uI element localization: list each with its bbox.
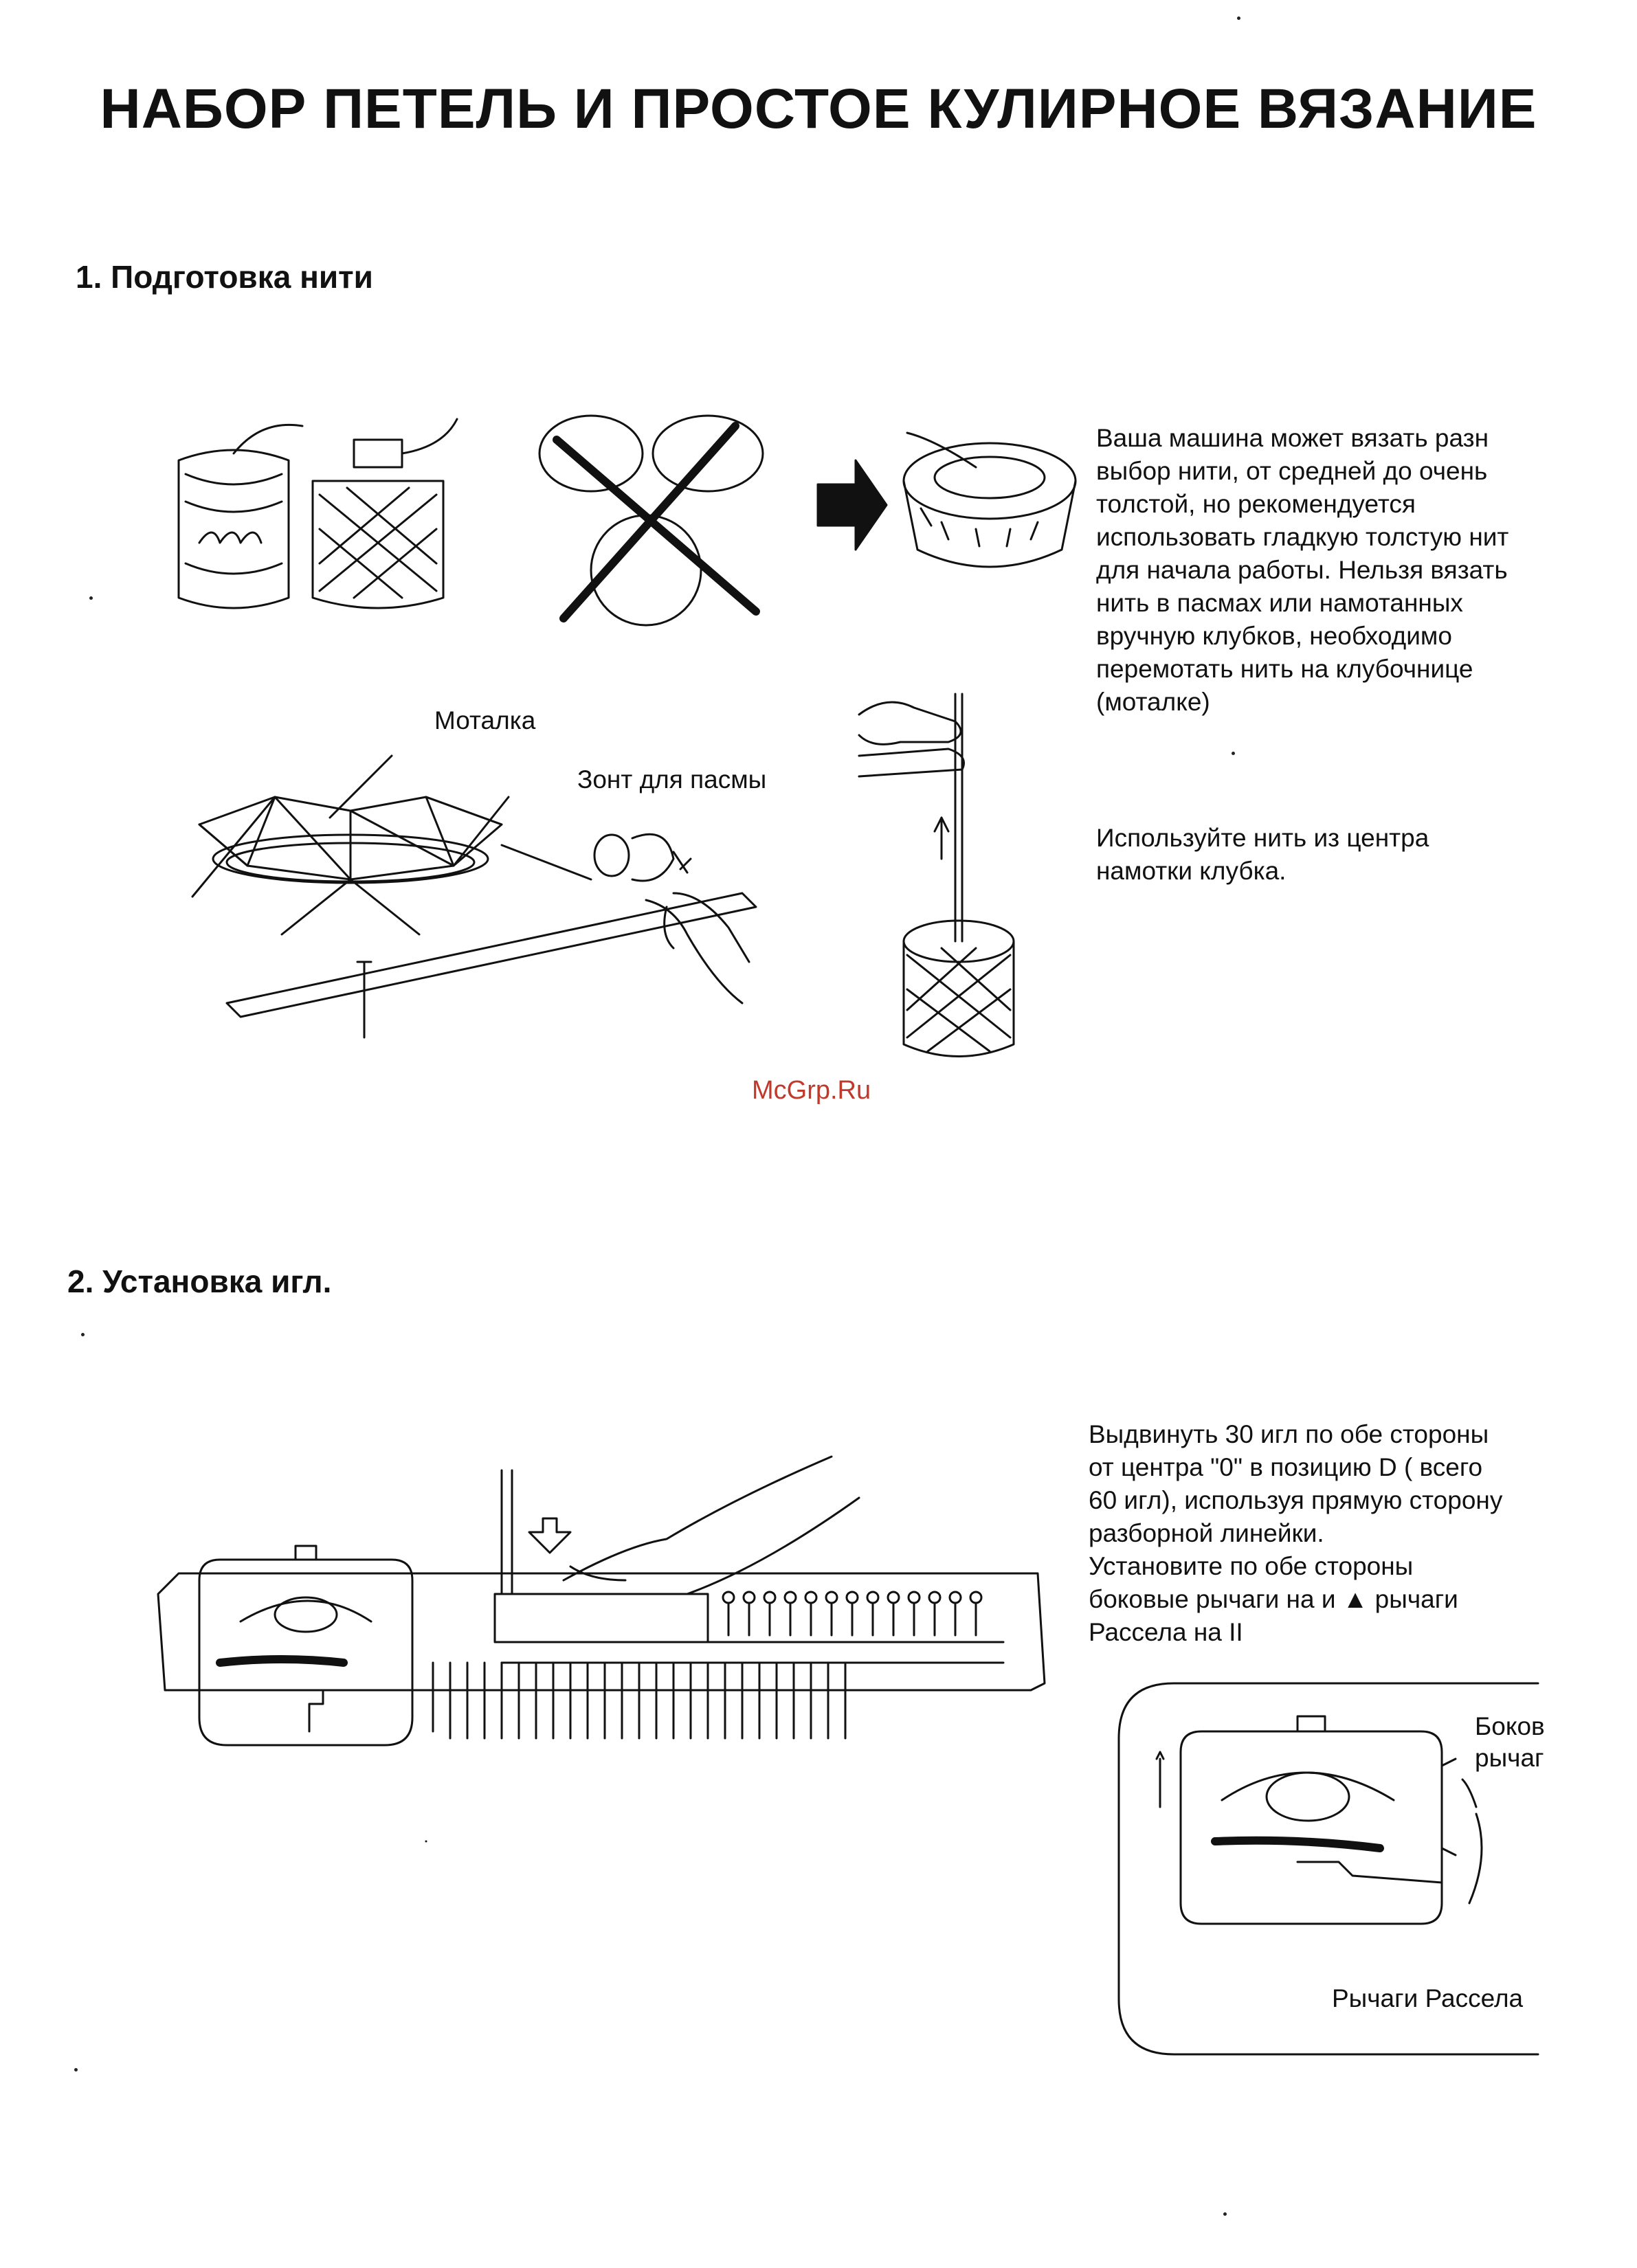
watermark: McGrp.Ru [752,1076,871,1105]
arrow-right-icon [818,460,887,550]
russel-levers-label: Рычаги Рассела [1332,1984,1524,2012]
scan-speck [89,596,93,600]
yarn-skein-icon [165,412,302,618]
pull-yarn-from-center-illustration [859,694,1051,1079]
section-2-description: Выдвинуть 30 игл по обе стороны от центра "0" в позицию D ( всего 60 игл), используя прямую сторону разборной линейки. Установите по обе стороны боковые рычаги на и ▲ рычаги Рассела на II [1089,1420,1503,1646]
scan-speck [1232,752,1235,755]
section-1-center-thread-note: Используйте нить из центра намотки клубка. [1096,824,1429,885]
umbrella-label: Зонт для пасмы [577,765,767,794]
crossed-out-skeins-icon [529,412,777,639]
side-levers-label: Боков рычаг [1475,1712,1545,1772]
wound-yarn-cake-icon [893,426,1086,584]
section-2-heading: 2. Установка игл. [67,1264,332,1299]
section-1-description: Ваша машина может вязать разн выбор нити, от средней до очень толстой, но рекомендуется использовать гладкую толстую нит для начала работы. Нельзя вязать нить в пасмах или намотанных вручную клубков, необходимо перемотать нить на клубочнице (моталке) [1096,424,1509,716]
yarn-cone-icon [306,419,478,625]
section-1-heading: 1. Подготовка нити [76,259,373,295]
yarn-winder-umbrella-illustration [192,756,797,1044]
page-title: НАБОР ПЕТЕЛЬ И ПРОСТОЕ КУЛИРНОЕ ВЯЗАНИЕ [100,78,1537,140]
winder-label: Моталка [434,706,536,734]
scan-speck [1237,16,1240,20]
scan-speck [74,2068,78,2071]
scan-speck [81,1333,85,1336]
knitting-machine-bed-illustration [144,1457,1058,1841]
scan-speck [1223,2212,1227,2216]
